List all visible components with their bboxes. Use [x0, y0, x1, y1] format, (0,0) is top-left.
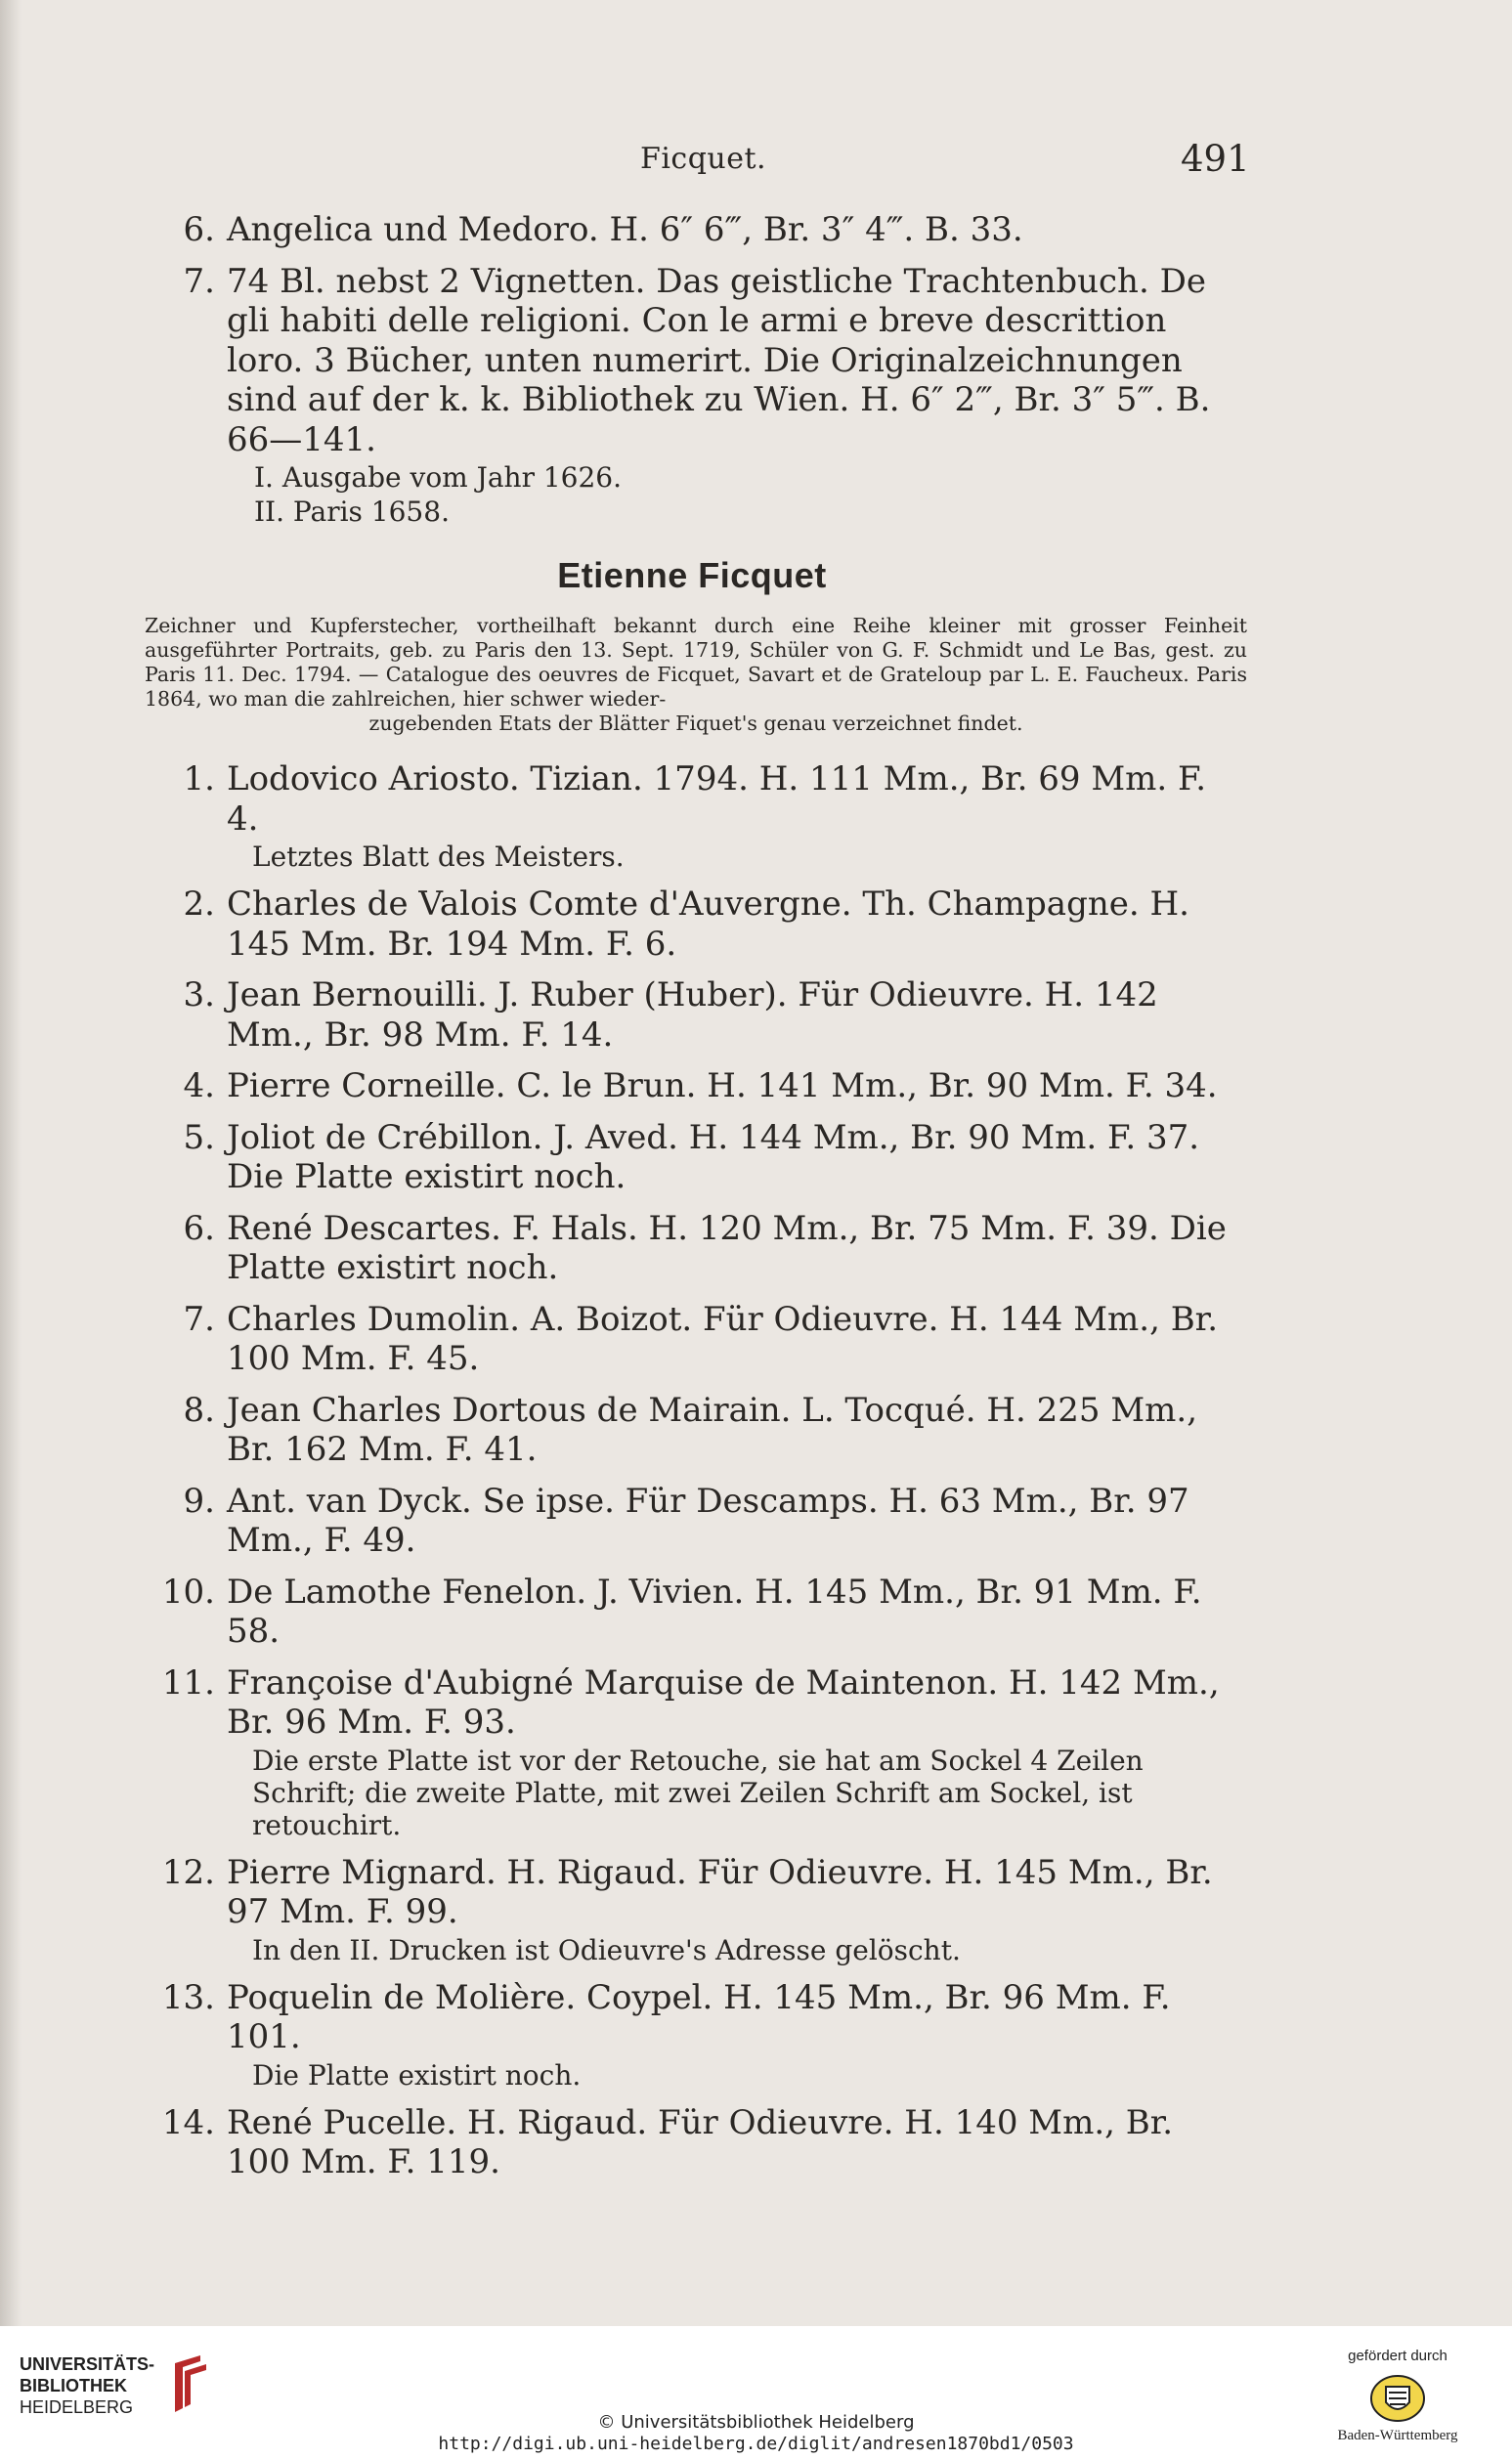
entry-note: Letztes Blatt des Meisters.	[252, 841, 625, 873]
page-body	[145, 210, 1247, 2194]
catalogue-entry-1	[164, 759, 1239, 873]
catalogue-entry-13	[161, 1977, 1239, 2092]
section-intro-text: Zeichner und Kupferstecher, vortheilhaft bekannt durch eine Reihe kleiner mit grosser Feinheit ausgeführter Portraits, geb. zu Paris den 13. Sept. 1719, Schüler von G. F. Schmidt und Le Bas, gest. zu Paris 11. Dec. 1794. — Catalogue des oeuvres de Ficquet, Savart et de Grateloup par L. E. Faucheux. Paris 1864, wo man die zahlreichen, hier schwer wieder-	[145, 614, 1247, 711]
entry-note: Die Platte existirt noch.	[252, 2058, 582, 2092]
catalogue-entry-10	[161, 1572, 1239, 1652]
entry-number: 3.	[183, 975, 215, 1014]
library-name-line3: HEIDELBERG	[20, 2397, 134, 2417]
catalogue-entry-4	[164, 1066, 1239, 1106]
catalogue-entry-6	[164, 1209, 1239, 1288]
entry-text: Ant. van Dyck. Se ipse. Für Descamps. H. 63 Mm., Br. 97 Mm., F. 49.	[227, 1481, 1189, 1560]
catalogue-entry-7	[164, 1300, 1239, 1379]
section-intro	[145, 614, 1247, 736]
funded-by-label: gefördert durch	[1348, 2348, 1447, 2364]
entry-number: 12.	[161, 1852, 215, 1892]
entry-number: 11.	[161, 1662, 215, 1703]
catalogue-entry-8	[164, 1391, 1239, 1470]
catalogue-entries	[161, 759, 1239, 2182]
entry-number: 1.	[183, 759, 215, 798]
entry-text: René Pucelle. H. Rigaud. Für Odieuvre. H. 140 Mm., Br. 100 Mm. F. 119.	[227, 2102, 1174, 2181]
entry-text: Poquelin de Molière. Coypel. H. 145 Mm., Br. 96 Mm. F. 101.	[227, 1977, 1171, 2056]
entry-sub-edition: I. Ausgabe vom Jahr 1626.	[254, 461, 623, 494]
running-title: Ficquet.	[640, 142, 767, 176]
copyright-notice: © Universitätsbibliothek Heidelberg	[597, 2412, 915, 2433]
section-heading: Etienne Ficquet	[557, 555, 827, 595]
entry-number: 6.	[183, 1208, 215, 1248]
page-gutter-shadow	[0, 0, 22, 2326]
catalogue-entry-3	[164, 975, 1239, 1055]
library-name-line1: UNIVERSITÄTS-	[20, 2354, 155, 2374]
prior-entries	[164, 210, 1239, 528]
entry-number: 7.	[183, 261, 215, 301]
prior-entry-1	[164, 210, 1239, 250]
entry-number: 13.	[161, 1977, 215, 2017]
entry-text: Lodovico Ariosto. Tizian. 1794. H. 111 Mm., Br. 69 Mm. F. 4.	[227, 759, 1207, 839]
entry-text: Jean Charles Dortous de Mairain. L. Tocqué. H. 225 Mm., Br. 162 Mm. F. 41.	[227, 1390, 1198, 1469]
library-logo	[20, 2353, 154, 2418]
page-number: 491	[1181, 138, 1250, 180]
entry-number: 5.	[183, 1117, 215, 1157]
entry-text: Jean Bernouilli. J. Ruber (Huber). Für Odieuvre. H. 142 Mm., Br. 98 Mm. F. 14.	[227, 975, 1158, 1055]
entry-number: 14.	[161, 2102, 215, 2142]
entry-number: 4.	[183, 1066, 215, 1105]
state-crest-icon	[1368, 2373, 1427, 2424]
catalogue-entry-9	[164, 1482, 1239, 1561]
entry-note: In den II. Drucken ist Odieuvre's Adresse gelöscht.	[252, 1933, 961, 1966]
catalogue-entry-2	[164, 884, 1239, 964]
library-name-line2: BIBLIOTHEK	[20, 2376, 127, 2395]
entry-text: Pierre Corneille. C. le Brun. H. 141 Mm., Br. 90 Mm. F. 34.	[227, 1066, 1218, 1105]
entry-number: 7.	[183, 1299, 215, 1339]
entry-text: De Lamothe Fenelon. J. Vivien. H. 145 Mm., Br. 91 Mm. F. 58.	[227, 1572, 1202, 1651]
entry-number: 10.	[161, 1572, 215, 1612]
entry-text: René Descartes. F. Hals. H. 120 Mm., Br. 75 Mm. F. 39. Die Platte existirt noch.	[227, 1208, 1227, 1287]
entry-number: 2.	[183, 884, 215, 924]
entry-number: 9.	[183, 1481, 215, 1521]
library-mark-icon	[161, 2353, 212, 2414]
entry-number: 8.	[183, 1390, 215, 1430]
catalogue-entry-11	[161, 1662, 1239, 1841]
entry-text: Joliot de Crébillon. J. Aved. H. 144 Mm., Br. 90 Mm. F. 37. Die Platte existirt noch.	[227, 1117, 1200, 1196]
page-header	[0, 138, 1512, 191]
catalogue-entry-5	[164, 1118, 1239, 1197]
entry-text: 74 Bl. nebst 2 Vignetten. Das geistliche Trachtenbuch. De gli habiti delle religioni. Con le armi e breve descrittion loro. 3 Bücher, unten numerirt. Die Originalzeichnungen sind auf der k. k. Bibliothek zu Wien. H. 6″ 2‴, Br. 3″ 5‴. B. 66—141.	[227, 261, 1211, 459]
entry-note: Die erste Platte ist vor der Retouche, sie hat am Sockel 4 Zeilen Schrift; die zweite Platte, mit zwei Zeilen Schrift am Sockel, ist retouchirt.	[252, 1744, 1144, 1841]
entry-sub-edition: II. Paris 1658.	[254, 496, 450, 528]
footer-bar	[0, 2326, 1512, 2459]
entry-text: Françoise d'Aubigné Marquise de Maintenon. H. 142 Mm., Br. 96 Mm. F. 93.	[227, 1662, 1220, 1742]
catalogue-entry-12	[161, 1852, 1239, 1966]
entry-text: Angelica und Medoro. H. 6″ 6‴, Br. 3″ 4‴. B. 33.	[227, 210, 1023, 249]
state-label: Baden-Württemberg	[1337, 2428, 1458, 2443]
entry-number: 6.	[183, 210, 215, 249]
entry-text: Charles de Valois Comte d'Auvergne. Th. Champagne. H. 145 Mm. Br. 194 Mm. F. 6.	[227, 884, 1189, 964]
section-intro-last-line: zugebenden Etats der Blätter Fiquet's genau verzeichnet findet.	[368, 712, 1023, 735]
source-url[interactable]: http://digi.ub.uni-heidelberg.de/diglit/andresen1870bd1/0503	[438, 2434, 1074, 2454]
entry-text: Pierre Mignard. H. Rigaud. Für Odieuvre. H. 145 Mm., Br. 97 Mm. F. 99.	[227, 1852, 1213, 1931]
entry-text: Charles Dumolin. A. Boizot. Für Odieuvre. H. 144 Mm., Br. 100 Mm. F. 45.	[227, 1299, 1219, 1378]
prior-entry-2	[164, 262, 1239, 529]
catalogue-entry-14	[161, 2102, 1239, 2182]
